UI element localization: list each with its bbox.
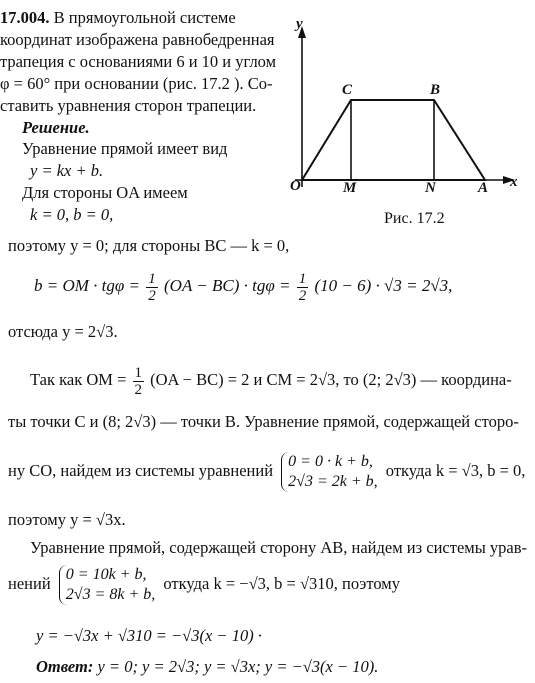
problem-text-3: трапеция с основаниями 6 и 10 и углом [0, 52, 277, 71]
eq1-mid: (OA − BC) · tgφ = [164, 276, 291, 295]
eq1-left: b = OM · tgφ = [34, 276, 141, 295]
label-point-m: M [343, 180, 357, 196]
fraction-den: 2 [148, 287, 156, 304]
label-point-a: A [478, 180, 489, 196]
fraction-half-3 [133, 365, 145, 398]
solution-line-12 [8, 565, 400, 605]
problem-text-1: В прямоугольной системе [53, 8, 236, 27]
solution-heading: Решение. [22, 118, 90, 137]
label-x-axis: x [510, 174, 518, 190]
system-row: 2√3 = 2k + b, [288, 473, 378, 490]
solution-line-10: поэтому y = √3x. [8, 510, 126, 529]
l12b: откуда k = −√3, b = √310, поэтому [163, 573, 400, 593]
label-point-n: N [425, 180, 436, 196]
problem-number: 17.004. [0, 8, 50, 27]
solution-line-11: Уравнение прямой, содержащей сторону AB, найдем из системы урав- [30, 538, 528, 557]
solution-line-3: Для стороны OA имеем [22, 183, 188, 202]
answer-line [36, 657, 378, 677]
l7a: Так как OM = [30, 370, 127, 389]
solution-line-13: y = −√3x + √310 = −√3(x − 10) · [36, 626, 262, 645]
system-row: 0 = 0 · k + b, [288, 453, 373, 470]
label-y-axis: y [296, 16, 303, 32]
answer-text: y = 0; y = 2√3; y = √3x; y = −√3(x − 10). [97, 657, 379, 676]
problem-text-2: координат изображена равнобедренная [0, 30, 275, 49]
solution-line-6: отсюда y = 2√3. [8, 322, 118, 341]
solution-line-1: Уравнение прямой имеет вид [22, 139, 228, 158]
answer-label: Ответ: [36, 657, 94, 676]
label-point-c: C [342, 82, 353, 98]
fraction-num: 1 [298, 270, 307, 287]
problem-text-5: ставить уравнения сторон трапеции. [0, 96, 257, 115]
eq1-right: (10 − 6) · √3 = 2√3, [314, 276, 453, 295]
equation-b [34, 268, 452, 304]
fraction-half-2 [297, 271, 309, 304]
problem-line-1 [0, 8, 236, 28]
fraction-den: 2 [134, 381, 143, 398]
solution-line-5: поэтому y = 0; для стороны BC — k = 0, [8, 236, 290, 255]
solution-line-4: k = 0, b = 0, [30, 205, 114, 224]
system-row: 2√3 = 8k + b, [65, 586, 156, 603]
l12a: нений [8, 573, 51, 593]
figure-caption: Рис. 17.2 [384, 210, 445, 227]
solution-line-2: y = kx + b. [30, 161, 104, 180]
trapezoid-shape [302, 100, 485, 180]
problem-text-4: φ = 60° при основании (рис. 17.2 ). Со- [0, 74, 273, 93]
equation-system-2 [59, 565, 155, 605]
system-row: 0 = 10k + b, [65, 566, 147, 583]
l7b: (OA − BC) = 2 и CM = 2√3, то (2; 2√3) — координа- [150, 370, 512, 389]
label-point-o: O [290, 178, 301, 194]
solution-line-9 [8, 452, 525, 492]
solution-line-7 [30, 362, 512, 398]
l9b: откуда k = √3, b = 0, [385, 460, 526, 480]
label-point-b: B [430, 82, 441, 98]
fraction-den: 2 [298, 287, 307, 304]
l9a: ну CO, найдем из системы уравнений [8, 460, 274, 480]
fraction-num: 1 [134, 364, 143, 381]
trapezoid-figure [285, 22, 530, 212]
solution-line-8: ты точки C и (8; 2√3) — точки B. Уравнение прямой, содержащей сторо- [8, 412, 519, 431]
fraction-num: 1 [148, 270, 156, 287]
equation-system-1 [281, 452, 377, 492]
fraction-half-1 [146, 271, 158, 304]
